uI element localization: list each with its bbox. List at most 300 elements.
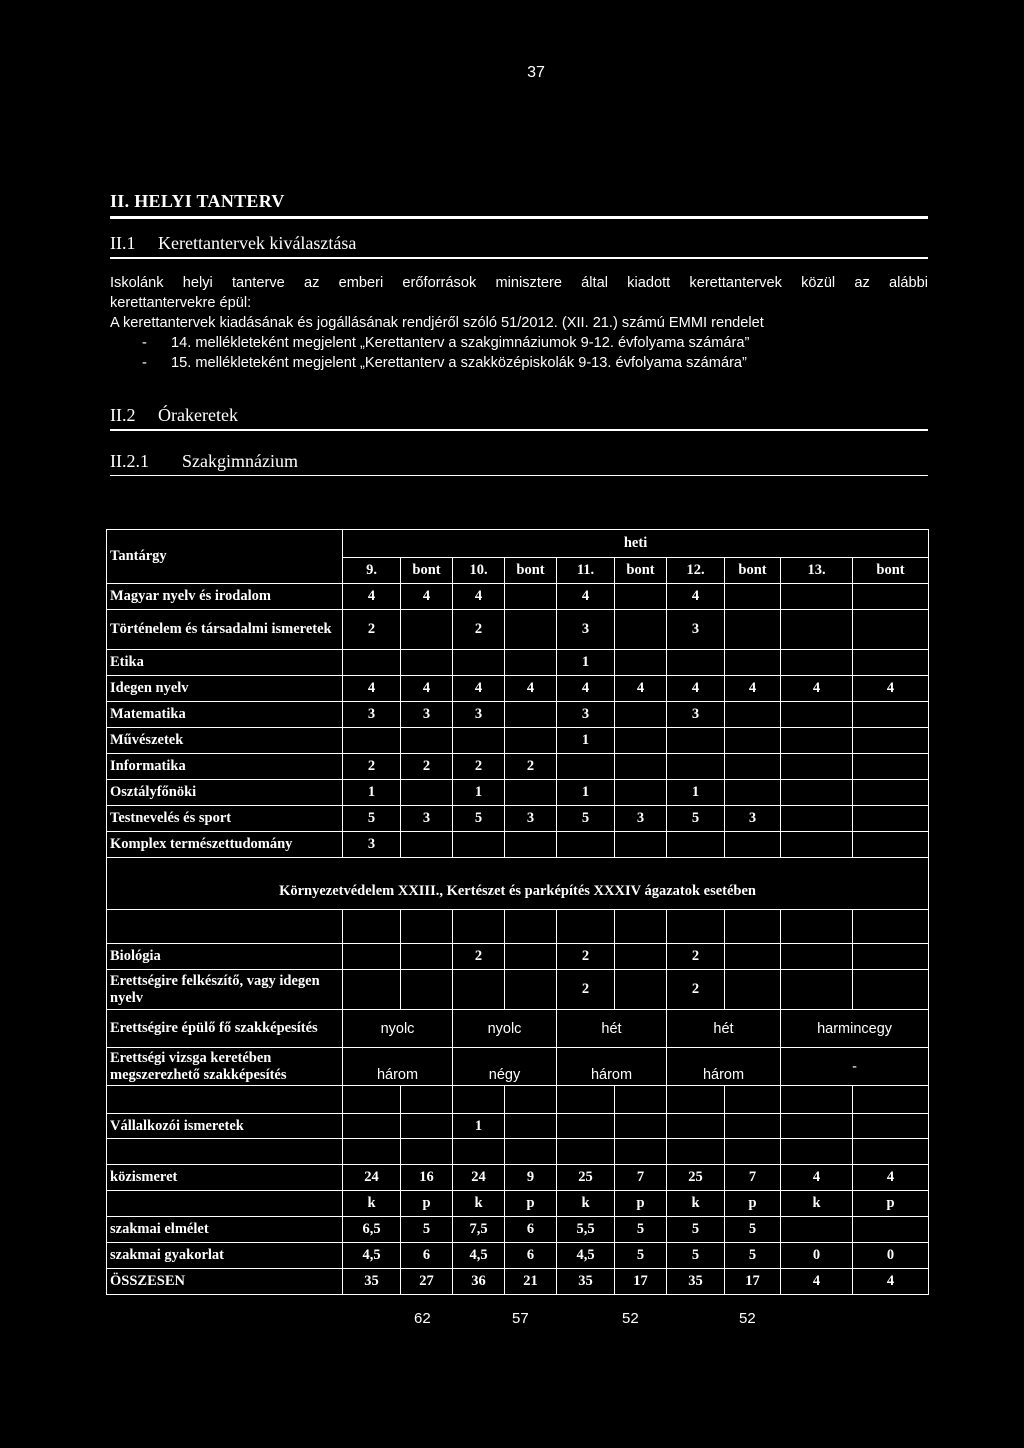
subject-cell: ÖSSZESEN (107, 1269, 343, 1295)
value-cell: 27 (401, 1269, 453, 1295)
subject-cell: Informatika (107, 754, 343, 780)
value-cell (725, 650, 781, 676)
value-cell: 0 (853, 1243, 929, 1269)
value-cell (853, 702, 929, 728)
value-cell: 17 (615, 1269, 667, 1295)
value-cell: p (853, 1191, 929, 1217)
table-cell (107, 1086, 343, 1114)
section-title: Órakeretek (158, 405, 238, 425)
subject-cell (107, 1191, 343, 1217)
table-row (107, 970, 929, 1010)
table-row (107, 1217, 929, 1243)
value-cell: 5 (615, 1243, 667, 1269)
value-cell: 4 (667, 584, 725, 610)
table-cell (453, 910, 505, 944)
table-cell (725, 1086, 781, 1114)
table-row (107, 754, 929, 780)
value-cell: 25 (557, 1165, 615, 1191)
value-cell: 6,5 (343, 1217, 401, 1243)
value-cell: 1 (453, 1114, 505, 1139)
subject-cell: Erettségi vizsga keretében megszerezhető szakképesítés (107, 1048, 343, 1086)
table-cell (401, 910, 453, 944)
value-cell (343, 728, 401, 754)
value-cell (781, 610, 853, 650)
value-cell: 4 (453, 584, 505, 610)
table-row (107, 728, 929, 754)
value-cell (615, 610, 667, 650)
total-10: 57 (512, 1310, 529, 1327)
value-cell: 2 (453, 754, 505, 780)
value-cell: 24 (453, 1165, 505, 1191)
hours-table (106, 529, 929, 1295)
value-cell: 4,5 (557, 1243, 615, 1269)
value-cell (615, 728, 667, 754)
section-title: Szakgimnázium (182, 451, 298, 471)
value-cell (615, 754, 667, 780)
value-cell (453, 970, 505, 1010)
value-cell: 4 (781, 1165, 853, 1191)
value-cell (453, 832, 505, 858)
table-row (107, 1269, 929, 1295)
subject-cell: Komplex természettudomány (107, 832, 343, 858)
grade-header: bont (505, 558, 557, 584)
value-cell: 2 (667, 970, 725, 1010)
value-cell (725, 754, 781, 780)
bullet-dash: - (142, 355, 147, 371)
value-cell: 2 (557, 944, 615, 970)
value-cell: hét (667, 1010, 781, 1048)
table-row (107, 1243, 929, 1269)
intro-line-1: Iskolánk helyi tanterve az emberi erőforrások minisztere által kiadott kerettantervek közül az alábbi (110, 275, 928, 291)
value-cell (667, 650, 725, 676)
value-cell: 5,5 (557, 1217, 615, 1243)
value-cell: 3 (667, 702, 725, 728)
value-cell (853, 1114, 929, 1139)
value-cell: 2 (401, 754, 453, 780)
bullet-item-1 (110, 333, 928, 353)
value-cell: p (505, 1191, 557, 1217)
value-cell (401, 1114, 453, 1139)
grade-header: bont (615, 558, 667, 584)
table-row-empty (107, 1086, 929, 1114)
grade-header: 11. (557, 558, 615, 584)
subject-cell: közismeret (107, 1165, 343, 1191)
value-cell: 4 (505, 676, 557, 702)
table-cell (667, 910, 725, 944)
table-cell (453, 1139, 505, 1165)
table-row (107, 676, 929, 702)
value-cell (343, 944, 401, 970)
value-cell (853, 970, 929, 1010)
value-cell (505, 780, 557, 806)
section-label: Környezetvédelem XXIII., Kertészet és parképítés XXXIV ágazatok esetében (107, 858, 929, 910)
value-cell: 25 (667, 1165, 725, 1191)
value-cell (505, 610, 557, 650)
grade-header: 13. (781, 558, 853, 584)
value-cell: 2 (453, 944, 505, 970)
table-row (107, 780, 929, 806)
table-cell (853, 910, 929, 944)
value-cell: 35 (557, 1269, 615, 1295)
section-title: Kerettantervek kiválasztása (158, 233, 357, 253)
value-cell: négy (453, 1048, 557, 1086)
value-cell (725, 944, 781, 970)
value-cell: 7 (615, 1165, 667, 1191)
table-row (107, 702, 929, 728)
value-cell: 3 (667, 610, 725, 650)
subject-cell: Idegen nyelv (107, 676, 343, 702)
table-cell (557, 910, 615, 944)
value-cell (401, 832, 453, 858)
value-cell (343, 650, 401, 676)
value-cell: 6 (505, 1217, 557, 1243)
value-cell (505, 584, 557, 610)
value-cell (453, 728, 505, 754)
value-cell: p (401, 1191, 453, 1217)
value-cell: nyolc (453, 1010, 557, 1048)
value-cell (667, 1114, 725, 1139)
value-cell (615, 780, 667, 806)
value-cell: 3 (725, 806, 781, 832)
table-cell (343, 910, 401, 944)
table-cell (667, 1139, 725, 1165)
value-cell: 4 (667, 676, 725, 702)
table-row (107, 584, 929, 610)
value-cell (781, 702, 853, 728)
value-cell: nyolc (343, 1010, 453, 1048)
value-cell: 5 (725, 1217, 781, 1243)
table-cell (557, 1086, 615, 1114)
bullet-dash: - (142, 335, 147, 351)
value-cell: 2 (557, 970, 615, 1010)
table-row (107, 1165, 929, 1191)
table-row (107, 806, 929, 832)
section-number: II.2.1 (110, 451, 149, 471)
value-cell (401, 728, 453, 754)
value-cell: 4 (557, 584, 615, 610)
value-cell (781, 832, 853, 858)
value-cell: 4 (343, 584, 401, 610)
value-cell: 35 (343, 1269, 401, 1295)
value-cell: 4 (781, 1269, 853, 1295)
value-cell: 4 (853, 1165, 929, 1191)
intro-line-3: A kerettantervek kiadásának és jogállásának rendjéről szóló 51/2012. (XII. 21.) számú EMMI rendelet (110, 315, 764, 331)
value-cell: k (453, 1191, 505, 1217)
subject-cell: Osztályfőnöki (107, 780, 343, 806)
value-cell (725, 1114, 781, 1139)
table-cell (781, 910, 853, 944)
value-cell (853, 728, 929, 754)
bullet-text: 14. mellékleteként megjelent „Kerettanterv a szakgimnáziumok 9-12. évfolyama számára” (171, 335, 750, 351)
value-cell: 5 (667, 1217, 725, 1243)
value-cell: 1 (557, 780, 615, 806)
value-cell: 7 (725, 1165, 781, 1191)
value-cell (401, 944, 453, 970)
value-cell: három (667, 1048, 781, 1086)
section-number: II.1 (110, 233, 136, 253)
table-cell (853, 1139, 929, 1165)
grade-header: bont (401, 558, 453, 584)
value-cell (853, 754, 929, 780)
value-cell: 4,5 (343, 1243, 401, 1269)
value-cell (505, 970, 557, 1010)
value-cell (781, 728, 853, 754)
grade-header: 10. (453, 558, 505, 584)
value-cell: 5 (725, 1243, 781, 1269)
table-row (107, 1191, 929, 1217)
value-cell (781, 584, 853, 610)
value-cell: 35 (667, 1269, 725, 1295)
value-cell: 2 (505, 754, 557, 780)
value-cell: három (557, 1048, 667, 1086)
value-cell: 7,5 (453, 1217, 505, 1243)
value-cell: 2 (343, 754, 401, 780)
value-cell (667, 832, 725, 858)
value-cell: 4,5 (453, 1243, 505, 1269)
section-number: II.2 (110, 405, 136, 425)
subject-cell: Biológia (107, 944, 343, 970)
subject-cell: Testnevelés és sport (107, 806, 343, 832)
value-cell: három (343, 1048, 453, 1086)
value-cell: 3 (505, 806, 557, 832)
value-cell: 5 (401, 1217, 453, 1243)
value-cell: 6 (505, 1243, 557, 1269)
table-cell (615, 910, 667, 944)
table-cell (401, 1086, 453, 1114)
grade-header: bont (725, 558, 781, 584)
value-cell: 4 (557, 676, 615, 702)
total-9: 62 (414, 1310, 431, 1327)
value-cell (853, 806, 929, 832)
table-cell (343, 1086, 401, 1114)
value-cell (853, 610, 929, 650)
value-cell: 4 (401, 676, 453, 702)
bullet-text: 15. mellékleteként megjelent „Kerettanterv a szakközépiskolák 9-13. évfolyama számára” (171, 355, 747, 371)
subject-cell: Vállalkozói ismeretek (107, 1114, 343, 1139)
value-cell: 3 (401, 806, 453, 832)
value-cell: 3 (401, 702, 453, 728)
value-cell: 1 (343, 780, 401, 806)
value-cell (725, 702, 781, 728)
value-cell: harmincegy (781, 1010, 929, 1048)
subject-cell: Művészetek (107, 728, 343, 754)
table-row (107, 650, 929, 676)
grade-header: bont (853, 558, 929, 584)
value-cell (615, 1114, 667, 1139)
value-cell (853, 832, 929, 858)
table-cell (725, 1139, 781, 1165)
section-heading-ii21 (110, 451, 928, 476)
value-cell: 5 (453, 806, 505, 832)
value-cell: p (725, 1191, 781, 1217)
value-cell: 3 (343, 832, 401, 858)
value-cell (725, 610, 781, 650)
value-cell (505, 650, 557, 676)
table-cell (505, 1139, 557, 1165)
value-cell: k (667, 1191, 725, 1217)
table-row-empty (107, 910, 929, 944)
value-cell: 5 (667, 806, 725, 832)
value-cell: 4 (725, 676, 781, 702)
value-cell (781, 944, 853, 970)
value-cell (401, 780, 453, 806)
value-cell: 16 (401, 1165, 453, 1191)
value-cell (853, 780, 929, 806)
value-cell: 5 (667, 1243, 725, 1269)
value-cell (781, 754, 853, 780)
subject-cell: szakmai elmélet (107, 1217, 343, 1243)
value-cell: 5 (557, 806, 615, 832)
subject-cell: Erettségire felkészítő, vagy idegen nyelv (107, 970, 343, 1010)
value-cell: 17 (725, 1269, 781, 1295)
table-cell (853, 1086, 929, 1114)
value-cell (853, 1217, 929, 1243)
value-cell: 2 (453, 610, 505, 650)
intro-line-2: kerettantervekre épül: (110, 295, 252, 311)
value-cell (557, 1114, 615, 1139)
value-cell: 4 (401, 584, 453, 610)
intro-text (110, 273, 928, 373)
value-cell: 2 (667, 944, 725, 970)
value-cell (853, 944, 929, 970)
value-cell (725, 970, 781, 1010)
value-cell (725, 780, 781, 806)
value-cell: 6 (401, 1243, 453, 1269)
section-label-row (107, 858, 929, 910)
table-row (107, 832, 929, 858)
value-cell (401, 610, 453, 650)
table-row-empty (107, 1139, 929, 1165)
value-cell: k (343, 1191, 401, 1217)
value-cell (615, 832, 667, 858)
subject-cell: Magyar nyelv és irodalom (107, 584, 343, 610)
value-cell (343, 1114, 401, 1139)
value-cell: 2 (343, 610, 401, 650)
value-cell: 9 (505, 1165, 557, 1191)
value-cell: 3 (615, 806, 667, 832)
subject-cell: Történelem és társadalmi ismeretek (107, 610, 343, 650)
table-row (107, 610, 929, 650)
table-cell (781, 1086, 853, 1114)
section-heading-ii1 (110, 233, 928, 259)
value-cell: 3 (453, 702, 505, 728)
value-cell (725, 584, 781, 610)
table-row (107, 1114, 929, 1139)
table-cell (343, 1139, 401, 1165)
table-header-row (107, 530, 929, 558)
value-cell (853, 584, 929, 610)
value-cell: 1 (557, 728, 615, 754)
value-cell: 4 (853, 1269, 929, 1295)
value-cell (781, 1114, 853, 1139)
value-cell (667, 728, 725, 754)
value-cell (505, 702, 557, 728)
subject-cell: Etika (107, 650, 343, 676)
table-cell (107, 910, 343, 944)
value-cell (505, 1114, 557, 1139)
subject-cell: Erettségire épülő fő szakképesítés (107, 1010, 343, 1048)
table-cell (615, 1086, 667, 1114)
value-cell (781, 650, 853, 676)
value-cell (557, 754, 615, 780)
value-cell (725, 832, 781, 858)
table-cell (781, 1139, 853, 1165)
value-cell: 4 (453, 676, 505, 702)
grade-header: 9. (343, 558, 401, 584)
table-cell (615, 1139, 667, 1165)
table-cell (667, 1086, 725, 1114)
table-cell (453, 1086, 505, 1114)
value-cell (615, 702, 667, 728)
value-cell: hét (557, 1010, 667, 1048)
subject-cell: szakmai gyakorlat (107, 1243, 343, 1269)
value-cell (615, 944, 667, 970)
value-cell (853, 650, 929, 676)
value-cell (781, 970, 853, 1010)
heading-helyi-tanterv: II. HELYI TANTERV (110, 191, 928, 219)
heti-header: heti (343, 530, 929, 558)
value-cell (781, 1217, 853, 1243)
value-cell (343, 970, 401, 1010)
value-cell (781, 806, 853, 832)
table-cell (107, 1139, 343, 1165)
table-cell (505, 910, 557, 944)
value-cell (615, 584, 667, 610)
bullet-item-2 (110, 353, 928, 373)
value-cell: 1 (557, 650, 615, 676)
grade-header: 12. (667, 558, 725, 584)
value-cell (453, 650, 505, 676)
value-cell (401, 650, 453, 676)
value-cell: 5 (615, 1217, 667, 1243)
value-cell (505, 944, 557, 970)
subject-header: Tantárgy (107, 530, 343, 584)
value-cell: p (615, 1191, 667, 1217)
value-cell: 5 (343, 806, 401, 832)
value-cell (667, 754, 725, 780)
value-cell (505, 728, 557, 754)
value-cell (781, 780, 853, 806)
value-cell (505, 832, 557, 858)
value-cell: 1 (667, 780, 725, 806)
value-cell: 4 (343, 676, 401, 702)
page-number: 37 (527, 64, 545, 81)
value-cell: 3 (557, 702, 615, 728)
value-cell: 4 (781, 676, 853, 702)
subject-cell: Matematika (107, 702, 343, 728)
value-cell: 4 (853, 676, 929, 702)
value-cell: - (781, 1048, 929, 1086)
value-cell: 0 (781, 1243, 853, 1269)
value-cell: 3 (557, 610, 615, 650)
value-cell (615, 650, 667, 676)
value-cell: 24 (343, 1165, 401, 1191)
table-cell (725, 910, 781, 944)
total-11: 52 (622, 1310, 639, 1327)
total-12: 52 (739, 1310, 756, 1327)
table-row (107, 944, 929, 970)
table-row (107, 1048, 929, 1086)
value-cell: 21 (505, 1269, 557, 1295)
value-cell: 3 (343, 702, 401, 728)
value-cell: 36 (453, 1269, 505, 1295)
value-cell: 1 (453, 780, 505, 806)
value-cell (615, 970, 667, 1010)
value-cell: k (557, 1191, 615, 1217)
value-cell (725, 728, 781, 754)
table-row (107, 1010, 929, 1048)
value-cell: k (781, 1191, 853, 1217)
